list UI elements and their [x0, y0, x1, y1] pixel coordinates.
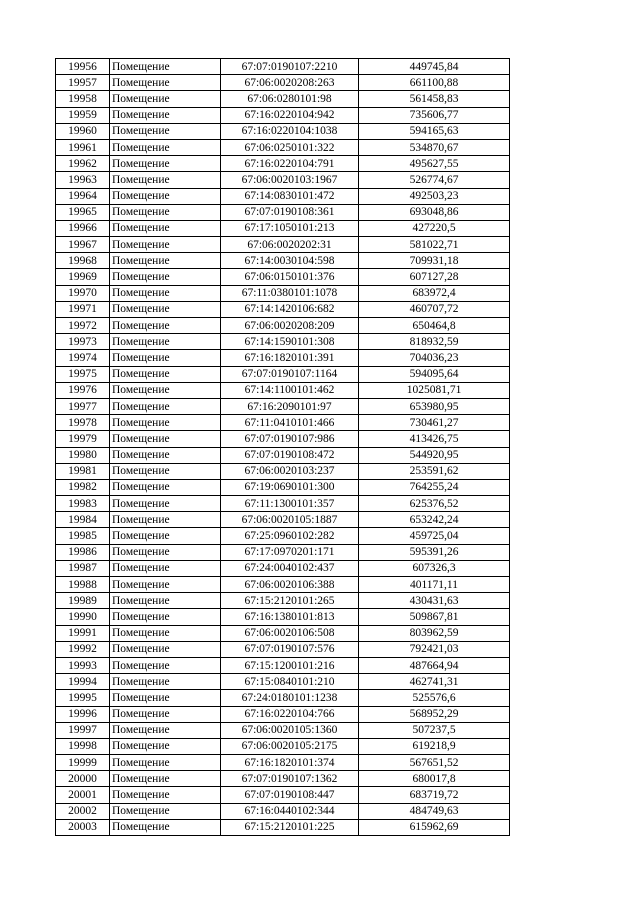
cadastral-number-cell: 67:07:0190107:2210	[221, 59, 359, 75]
object-type-cell: Помещение	[110, 220, 221, 236]
object-type-cell: Помещение	[110, 91, 221, 107]
cadastral-value-cell: 730461,27	[359, 415, 510, 431]
row-number-cell: 19980	[56, 447, 110, 463]
table-row	[56, 463, 510, 479]
row-number-cell: 19989	[56, 593, 110, 609]
row-number-cell: 20002	[56, 803, 110, 819]
cadastral-value-cell: 509867,81	[359, 609, 510, 625]
object-type-cell: Помещение	[110, 59, 221, 75]
table-row	[56, 819, 510, 835]
row-number-cell: 19991	[56, 625, 110, 641]
cadastral-value-cell: 683719,72	[359, 787, 510, 803]
cadastral-number-cell: 67:07:0190107:986	[221, 431, 359, 447]
cadastral-value-cell: 526774,67	[359, 172, 510, 188]
table-row	[56, 625, 510, 641]
object-type-cell: Помещение	[110, 285, 221, 301]
table-row	[56, 382, 510, 398]
cadastral-number-cell: 67:06:0020105:1360	[221, 722, 359, 738]
object-type-cell: Помещение	[110, 496, 221, 512]
object-type-cell: Помещение	[110, 560, 221, 576]
object-type-cell: Помещение	[110, 722, 221, 738]
object-type-cell: Помещение	[110, 366, 221, 382]
object-type-cell: Помещение	[110, 447, 221, 463]
object-type-cell: Помещение	[110, 544, 221, 560]
object-type-cell: Помещение	[110, 641, 221, 657]
table-row	[56, 771, 510, 787]
row-number-cell: 19985	[56, 528, 110, 544]
table-row	[56, 366, 510, 382]
cadastral-value-cell: 650464,8	[359, 318, 510, 334]
row-number-cell: 19998	[56, 738, 110, 754]
row-number-cell: 19977	[56, 398, 110, 414]
cadastral-number-cell: 67:11:0410101:466	[221, 415, 359, 431]
cadastral-number-cell: 67:06:0020106:508	[221, 625, 359, 641]
cadastral-value-cell: 653242,24	[359, 512, 510, 528]
table-row	[56, 269, 510, 285]
table-row	[56, 415, 510, 431]
cadastral-number-cell: 67:07:0190108:361	[221, 204, 359, 220]
object-type-cell: Помещение	[110, 657, 221, 673]
table-row	[56, 285, 510, 301]
cadastral-number-cell: 67:16:0220104:791	[221, 156, 359, 172]
cadastral-value-cell: 413426,75	[359, 431, 510, 447]
object-type-cell: Помещение	[110, 382, 221, 398]
table-row	[56, 75, 510, 91]
object-type-cell: Помещение	[110, 398, 221, 414]
cadastral-value-cell: 484749,63	[359, 803, 510, 819]
cadastral-number-cell: 67:06:0020105:1887	[221, 512, 359, 528]
cadastral-value-cell: 487664,94	[359, 657, 510, 673]
row-number-cell: 20003	[56, 819, 110, 835]
cadastral-number-cell: 67:07:0190108:472	[221, 447, 359, 463]
row-number-cell: 19966	[56, 220, 110, 236]
row-number-cell: 19996	[56, 706, 110, 722]
cadastral-value-cell: 735606,77	[359, 107, 510, 123]
cadastral-value-table	[55, 58, 510, 836]
object-type-cell: Помещение	[110, 415, 221, 431]
row-number-cell: 19957	[56, 75, 110, 91]
row-number-cell: 19971	[56, 301, 110, 317]
row-number-cell: 19976	[56, 382, 110, 398]
cadastral-number-cell: 67:16:1820101:374	[221, 755, 359, 771]
row-number-cell: 19988	[56, 577, 110, 593]
cadastral-value-cell: 680017,8	[359, 771, 510, 787]
cadastral-number-cell: 67:06:0020208:263	[221, 75, 359, 91]
cadastral-number-cell: 67:16:0220104:766	[221, 706, 359, 722]
row-number-cell: 19972	[56, 318, 110, 334]
cadastral-number-cell: 67:07:0190107:1164	[221, 366, 359, 382]
cadastral-number-cell: 67:16:1820101:391	[221, 350, 359, 366]
cadastral-value-cell: 764255,24	[359, 479, 510, 495]
cadastral-value-cell: 619218,9	[359, 738, 510, 754]
object-type-cell: Помещение	[110, 803, 221, 819]
table-row	[56, 722, 510, 738]
table-row	[56, 544, 510, 560]
cadastral-value-cell: 653980,95	[359, 398, 510, 414]
row-number-cell: 19997	[56, 722, 110, 738]
object-type-cell: Помещение	[110, 755, 221, 771]
cadastral-value-cell: 594095,64	[359, 366, 510, 382]
object-type-cell: Помещение	[110, 75, 221, 91]
cadastral-value-cell: 568952,29	[359, 706, 510, 722]
cadastral-number-cell: 67:06:0250101:322	[221, 139, 359, 155]
cadastral-number-cell: 67:24:0040102:437	[221, 560, 359, 576]
object-type-cell: Помещение	[110, 771, 221, 787]
table-row	[56, 220, 510, 236]
row-number-cell: 19974	[56, 350, 110, 366]
cadastral-value-cell: 534870,67	[359, 139, 510, 155]
table-row	[56, 803, 510, 819]
cadastral-value-cell: 792421,03	[359, 641, 510, 657]
cadastral-number-cell: 67:15:0840101:210	[221, 674, 359, 690]
row-number-cell: 19993	[56, 657, 110, 673]
row-number-cell: 19965	[56, 204, 110, 220]
cadastral-value-cell: 704036,23	[359, 350, 510, 366]
table-row	[56, 641, 510, 657]
object-type-cell: Помещение	[110, 204, 221, 220]
object-type-cell: Помещение	[110, 690, 221, 706]
cadastral-value-cell: 525576,6	[359, 690, 510, 706]
cadastral-value-cell: 615962,69	[359, 819, 510, 835]
table-row	[56, 609, 510, 625]
object-type-cell: Помещение	[110, 738, 221, 754]
table-row	[56, 350, 510, 366]
cadastral-value-cell: 253591,62	[359, 463, 510, 479]
table-row	[56, 479, 510, 495]
cadastral-number-cell: 67:14:1100101:462	[221, 382, 359, 398]
row-number-cell: 19987	[56, 560, 110, 576]
row-number-cell: 19982	[56, 479, 110, 495]
cadastral-value-cell: 449745,84	[359, 59, 510, 75]
row-number-cell: 20000	[56, 771, 110, 787]
row-number-cell: 19963	[56, 172, 110, 188]
table-row	[56, 674, 510, 690]
row-number-cell: 19969	[56, 269, 110, 285]
row-number-cell: 19992	[56, 641, 110, 657]
row-number-cell: 19999	[56, 755, 110, 771]
object-type-cell: Помещение	[110, 625, 221, 641]
cadastral-number-cell: 67:15:2120101:265	[221, 593, 359, 609]
row-number-cell: 19961	[56, 139, 110, 155]
cadastral-number-cell: 67:06:0280101:98	[221, 91, 359, 107]
row-number-cell: 19981	[56, 463, 110, 479]
row-number-cell: 19967	[56, 237, 110, 253]
table-row	[56, 253, 510, 269]
object-type-cell: Помещение	[110, 674, 221, 690]
object-type-cell: Помещение	[110, 609, 221, 625]
object-type-cell: Помещение	[110, 156, 221, 172]
object-type-cell: Помещение	[110, 819, 221, 835]
table-row	[56, 237, 510, 253]
table-row	[56, 301, 510, 317]
row-number-cell: 20001	[56, 787, 110, 803]
cadastral-number-cell: 67:16:2090101:97	[221, 398, 359, 414]
row-number-cell: 19975	[56, 366, 110, 382]
table-body	[56, 59, 510, 836]
table-row	[56, 738, 510, 754]
cadastral-number-cell: 67:24:0180101:1238	[221, 690, 359, 706]
row-number-cell: 19984	[56, 512, 110, 528]
cadastral-number-cell: 67:07:0190108:447	[221, 787, 359, 803]
table-row	[56, 787, 510, 803]
object-type-cell: Помещение	[110, 172, 221, 188]
cadastral-value-cell: 459725,04	[359, 528, 510, 544]
row-number-cell: 19983	[56, 496, 110, 512]
table-row	[56, 447, 510, 463]
cadastral-number-cell: 67:06:0020208:209	[221, 318, 359, 334]
object-type-cell: Помещение	[110, 431, 221, 447]
object-type-cell: Помещение	[110, 350, 221, 366]
row-number-cell: 19964	[56, 188, 110, 204]
cadastral-number-cell: 67:16:1380101:813	[221, 609, 359, 625]
cadastral-number-cell: 67:06:0150101:376	[221, 269, 359, 285]
object-type-cell: Помещение	[110, 107, 221, 123]
cadastral-number-cell: 67:14:0830101:472	[221, 188, 359, 204]
row-number-cell: 19978	[56, 415, 110, 431]
row-number-cell: 19994	[56, 674, 110, 690]
cadastral-number-cell: 67:06:0020202:31	[221, 237, 359, 253]
object-type-cell: Помещение	[110, 463, 221, 479]
row-number-cell: 19968	[56, 253, 110, 269]
table-row	[56, 107, 510, 123]
cadastral-number-cell: 67:06:0020106:388	[221, 577, 359, 593]
row-number-cell: 19973	[56, 334, 110, 350]
object-type-cell: Помещение	[110, 188, 221, 204]
row-number-cell: 19986	[56, 544, 110, 560]
cadastral-number-cell: 67:14:1590101:308	[221, 334, 359, 350]
cadastral-number-cell: 67:17:1050101:213	[221, 220, 359, 236]
cadastral-value-cell: 683972,4	[359, 285, 510, 301]
table-row	[56, 59, 510, 75]
row-number-cell: 19990	[56, 609, 110, 625]
row-number-cell: 19956	[56, 59, 110, 75]
table-row	[56, 91, 510, 107]
cadastral-number-cell: 67:07:0190107:1362	[221, 771, 359, 787]
table-row	[56, 593, 510, 609]
object-type-cell: Помещение	[110, 334, 221, 350]
object-type-cell: Помещение	[110, 301, 221, 317]
object-type-cell: Помещение	[110, 479, 221, 495]
table-row	[56, 431, 510, 447]
object-type-cell: Помещение	[110, 237, 221, 253]
cadastral-number-cell: 67:19:0690101:300	[221, 479, 359, 495]
cadastral-number-cell: 67:16:0440102:344	[221, 803, 359, 819]
cadastral-number-cell: 67:06:0020105:2175	[221, 738, 359, 754]
table-row	[56, 512, 510, 528]
cadastral-number-cell: 67:06:0020103:1967	[221, 172, 359, 188]
table-row	[56, 172, 510, 188]
cadastral-value-cell: 625376,52	[359, 496, 510, 512]
cadastral-number-cell: 67:07:0190107:576	[221, 641, 359, 657]
cadastral-number-cell: 67:11:1300101:357	[221, 496, 359, 512]
object-type-cell: Помещение	[110, 123, 221, 139]
object-type-cell: Помещение	[110, 269, 221, 285]
table-row	[56, 496, 510, 512]
object-type-cell: Помещение	[110, 577, 221, 593]
table-row	[56, 156, 510, 172]
row-number-cell: 19979	[56, 431, 110, 447]
cadastral-number-cell: 67:17:0970201:171	[221, 544, 359, 560]
table-row	[56, 657, 510, 673]
table-row	[56, 690, 510, 706]
cadastral-value-cell: 460707,72	[359, 301, 510, 317]
cadastral-number-cell: 67:14:0030104:598	[221, 253, 359, 269]
cadastral-value-cell: 401171,11	[359, 577, 510, 593]
cadastral-value-cell: 594165,63	[359, 123, 510, 139]
row-number-cell: 19959	[56, 107, 110, 123]
cadastral-value-cell: 818932,59	[359, 334, 510, 350]
cadastral-value-cell: 693048,86	[359, 204, 510, 220]
cadastral-number-cell: 67:14:1420106:682	[221, 301, 359, 317]
cadastral-value-cell: 427220,5	[359, 220, 510, 236]
cadastral-number-cell: 67:15:1200101:216	[221, 657, 359, 673]
cadastral-value-cell: 561458,83	[359, 91, 510, 107]
cadastral-value-cell: 507237,5	[359, 722, 510, 738]
object-type-cell: Помещение	[110, 318, 221, 334]
object-type-cell: Помещение	[110, 706, 221, 722]
row-number-cell: 19958	[56, 91, 110, 107]
table-row	[56, 139, 510, 155]
object-type-cell: Помещение	[110, 253, 221, 269]
cadastral-value-cell: 709931,18	[359, 253, 510, 269]
cadastral-number-cell: 67:15:2120101:225	[221, 819, 359, 835]
row-number-cell: 19970	[56, 285, 110, 301]
table-row	[56, 123, 510, 139]
table-row	[56, 528, 510, 544]
cadastral-number-cell: 67:16:0220104:1038	[221, 123, 359, 139]
cadastral-value-cell: 803962,59	[359, 625, 510, 641]
object-type-cell: Помещение	[110, 139, 221, 155]
cadastral-number-cell: 67:16:0220104:942	[221, 107, 359, 123]
table-row	[56, 334, 510, 350]
cadastral-value-cell: 607326,3	[359, 560, 510, 576]
table-row	[56, 755, 510, 771]
table-row	[56, 560, 510, 576]
cadastral-value-cell: 567651,52	[359, 755, 510, 771]
object-type-cell: Помещение	[110, 528, 221, 544]
object-type-cell: Помещение	[110, 512, 221, 528]
object-type-cell: Помещение	[110, 593, 221, 609]
cadastral-number-cell: 67:06:0020103:237	[221, 463, 359, 479]
table-row	[56, 188, 510, 204]
cadastral-value-cell: 661100,88	[359, 75, 510, 91]
object-type-cell: Помещение	[110, 787, 221, 803]
table-row	[56, 577, 510, 593]
cadastral-value-cell: 544920,95	[359, 447, 510, 463]
row-number-cell: 19962	[56, 156, 110, 172]
row-number-cell: 19960	[56, 123, 110, 139]
cadastral-value-cell: 495627,55	[359, 156, 510, 172]
cadastral-value-cell: 430431,63	[359, 593, 510, 609]
table-row	[56, 318, 510, 334]
row-number-cell: 19995	[56, 690, 110, 706]
cadastral-value-cell: 492503,23	[359, 188, 510, 204]
cadastral-value-cell: 607127,28	[359, 269, 510, 285]
cadastral-number-cell: 67:25:0960102:282	[221, 528, 359, 544]
table-row	[56, 398, 510, 414]
cadastral-value-cell: 581022,71	[359, 237, 510, 253]
cadastral-value-cell: 462741,31	[359, 674, 510, 690]
cadastral-number-cell: 67:11:0380101:1078	[221, 285, 359, 301]
cadastral-value-cell: 1025081,71	[359, 382, 510, 398]
table-row	[56, 204, 510, 220]
table-row	[56, 706, 510, 722]
cadastral-value-cell: 595391,26	[359, 544, 510, 560]
